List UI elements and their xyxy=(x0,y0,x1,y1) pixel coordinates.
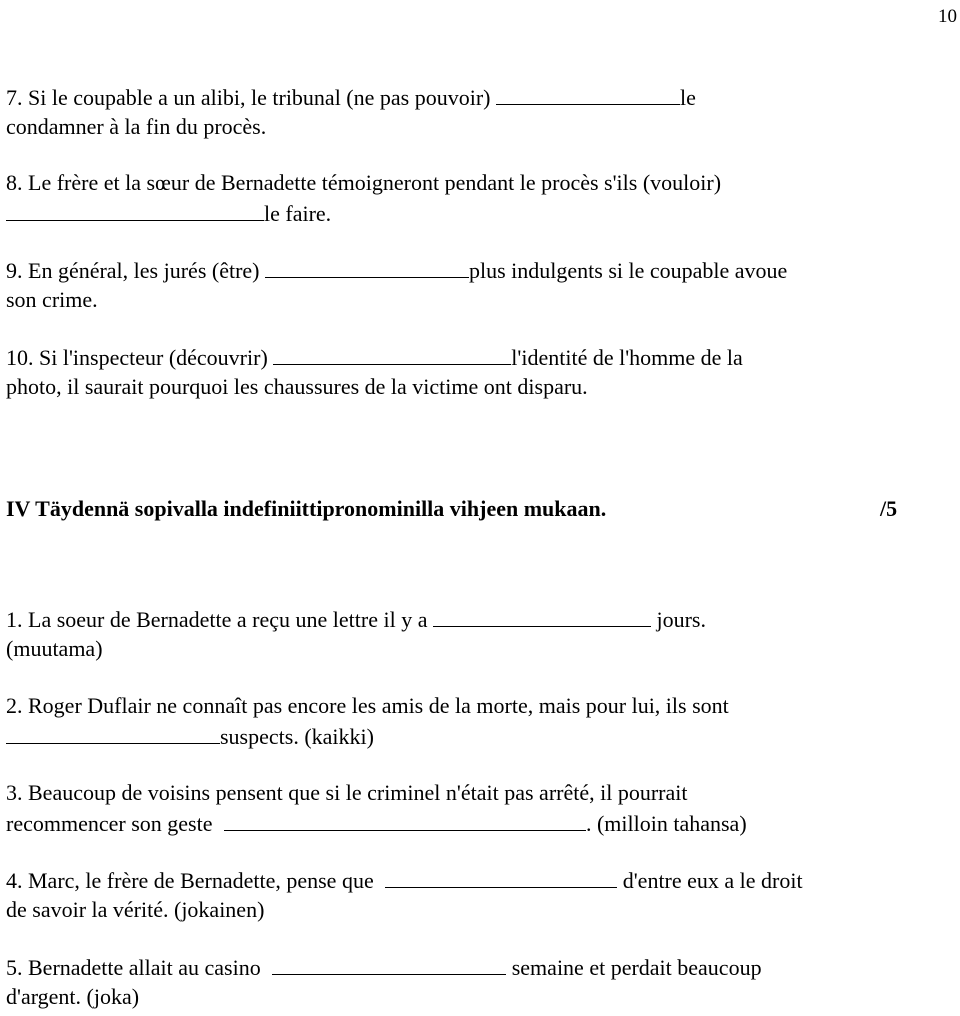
item-text: suspects. (kaikki) xyxy=(220,724,374,749)
item-text: 8. Le frère et la sœur de Bernadette témoigneront pendant le procès s'ils (vouloir) xyxy=(6,170,722,195)
item-text: semaine et perdait beaucoup xyxy=(511,955,762,980)
answer-blank[interactable] xyxy=(6,198,264,221)
item-text: le xyxy=(679,85,696,110)
exercise-item-9 xyxy=(6,255,952,315)
exercise-item-4 xyxy=(6,865,952,925)
item-text: le faire. xyxy=(264,201,332,226)
answer-blank[interactable] xyxy=(265,255,469,278)
answer-blank[interactable] xyxy=(496,82,680,105)
exercise-item-10 xyxy=(6,342,952,402)
item-text: l'identité de l'homme de la xyxy=(511,345,743,370)
item-text: 5. Bernadette allait au casino xyxy=(6,955,261,980)
item-text: recommencer son geste xyxy=(6,811,213,836)
score-label: /5 xyxy=(880,496,898,521)
item-text: 7. Si le coupable a un alibi, le tribunal (ne pas pouvoir) xyxy=(6,85,491,110)
item-text: 1. La soeur de Bernadette a reçu une lettre il y a xyxy=(6,607,428,632)
answer-blank[interactable] xyxy=(385,865,617,888)
exercise-item-3 xyxy=(6,778,952,838)
item-text: d'entre eux a le droit xyxy=(622,868,803,893)
answer-blank[interactable] xyxy=(433,604,651,627)
item-text: . (milloin tahansa) xyxy=(585,811,747,836)
answer-blank[interactable] xyxy=(6,721,220,744)
item-text: photo, il saurait pourquoi les chaussures de la victime ont disparu. xyxy=(6,374,588,399)
section-heading xyxy=(6,494,952,524)
item-text: condamner à la fin du procès. xyxy=(6,114,267,139)
exercise-item-8 xyxy=(6,168,952,228)
exercise-item-1 xyxy=(6,604,952,664)
item-text: son crime. xyxy=(6,287,98,312)
item-text: 4. Marc, le frère de Bernadette, pense que xyxy=(6,868,374,893)
item-text: 2. Roger Duflair ne connaît pas encore les amis de la morte, mais pour lui, ils sont xyxy=(6,693,729,718)
item-text: d'argent. (joka) xyxy=(6,984,140,1009)
item-text: plus indulgents si le coupable avoue xyxy=(469,258,788,283)
answer-blank[interactable] xyxy=(272,952,506,975)
item-text: de savoir la vérité. (jokainen) xyxy=(6,897,265,922)
exercise-item-5 xyxy=(6,952,952,1012)
item-text: 10. Si l'inspecteur (découvrir) xyxy=(6,345,268,370)
page-number: 10 xyxy=(938,6,957,27)
exercise-item-2 xyxy=(6,691,952,751)
section-title: IV Täydennä sopivalla indefiniittipronominilla vihjeen mukaan. xyxy=(6,496,607,521)
item-text: 9. En général, les jurés (être) xyxy=(6,258,260,283)
answer-blank[interactable] xyxy=(273,342,511,365)
item-text: 3. Beaucoup de voisins pensent que si le criminel n'était pas arrêté, il pourrait xyxy=(6,780,688,805)
item-text: jours. xyxy=(656,607,706,632)
answer-blank[interactable] xyxy=(224,808,586,831)
item-text: (muutama) xyxy=(6,636,103,661)
exercise-item-7 xyxy=(6,82,952,142)
